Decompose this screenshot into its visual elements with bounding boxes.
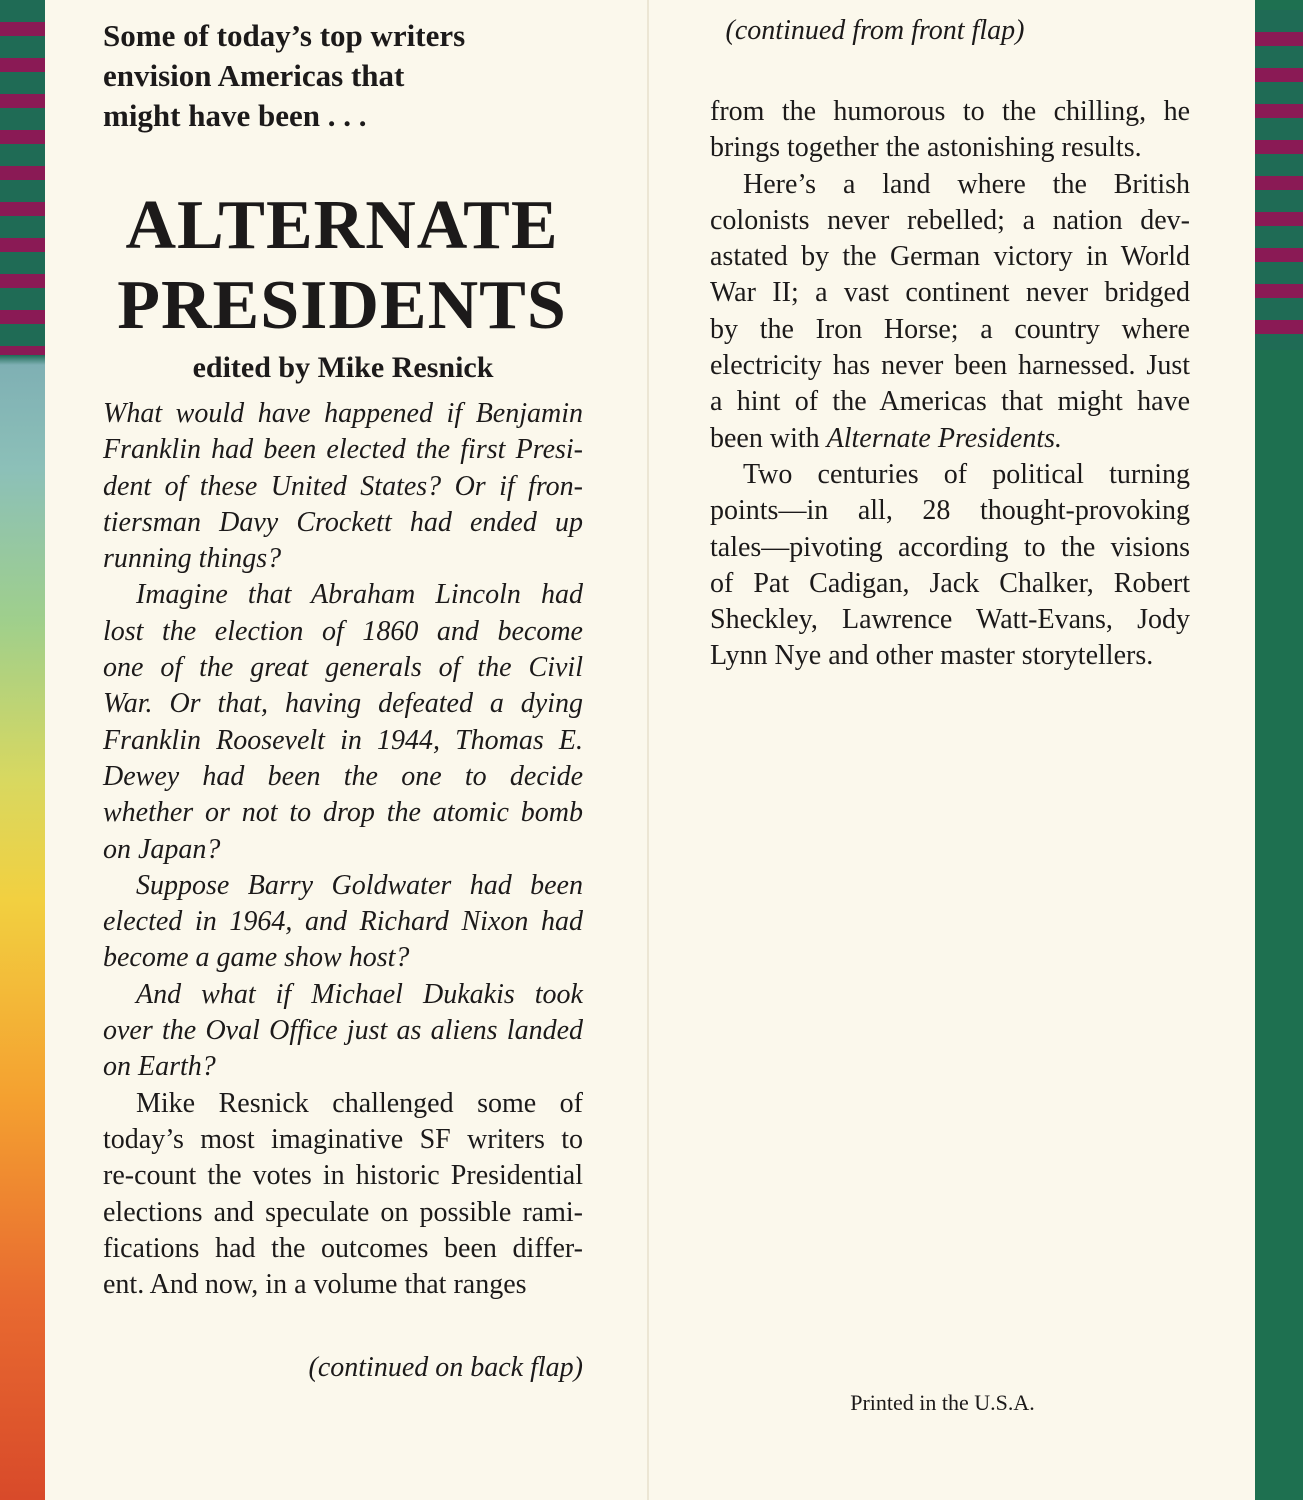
text-line: of Pat Cadigan, Jack Chalker, Robert (710, 567, 1190, 599)
text-line: tales—pivoting according to the visions (710, 531, 1190, 563)
text-line: Imagine that Abraham Lincoln had (136, 579, 583, 611)
continued-note: (continued from front flap) (725, 15, 1025, 46)
tagline-line: envision Americas that (103, 58, 405, 93)
text-line: running things? (103, 543, 282, 575)
text-line: lost the election of 1860 and become (103, 615, 583, 647)
tagline-line: Some of today’s top writers (103, 18, 466, 53)
text-line: Two centuries of political turning (743, 458, 1190, 490)
text-line: Lynn Nye and other master storytellers. (710, 640, 1154, 672)
text-line: colonists never rebelled; a nation dev- (710, 204, 1190, 236)
text-line: points—in all, 28 thought-provoking (710, 495, 1190, 527)
back-flap-body (710, 94, 1190, 675)
text-line: Sheckley, Lawrence Watt-Evans, Jody (710, 604, 1190, 636)
text-line: elections and speculate on possible rami- (103, 1196, 583, 1228)
spine-edge-left (0, 0, 45, 1500)
text-line: whether or not to drop the atomic bomb (103, 797, 583, 829)
text-line: from the humorous to the chilling, he (710, 96, 1190, 127)
title-line: PRESIDENTS (117, 267, 567, 344)
text-line: And what if Michael Dukakis took (136, 978, 583, 1010)
book-title (97, 186, 587, 346)
text-line: Franklin had been elected the first Presi- (103, 434, 583, 466)
text-line: Mike Resnick challenged some of (136, 1087, 583, 1119)
text-line: brings together the astonishing results. (710, 132, 1142, 164)
back-flap (710, 94, 1190, 675)
text-line: by the Iron Horse; a country where (710, 313, 1190, 345)
text-line: on Earth? (103, 1051, 216, 1083)
text-line: over the Oval Office just as aliens landed (103, 1015, 583, 1047)
front-flap (103, 16, 583, 1303)
text-line: ent. And now, in a volume that ranges (103, 1269, 527, 1301)
text-line: been with Alternate Presidents. (710, 422, 1063, 454)
text-line: a hint of the Americas that might have (710, 386, 1190, 418)
text-line: elected in 1964, and Richard Nixon had (103, 906, 583, 938)
intro-tagline (103, 16, 583, 136)
text-line: What would have happened if Benjamin (103, 398, 583, 429)
text-line: Dewey had been the one to decide (103, 760, 583, 792)
title-line: ALTERNATE (125, 187, 559, 264)
spine-edge-right (1255, 0, 1303, 1500)
flap-fold (647, 0, 649, 1500)
text-line: War II; a vast continent never bridged (710, 277, 1190, 309)
tagline-line: might have been . . . (103, 98, 367, 133)
stripe-pattern (1255, 10, 1303, 350)
text-line: on Japan? (103, 833, 221, 865)
text-line: Here’s a land where the British (743, 168, 1190, 200)
text-line: re-count the votes in historic Presidential (103, 1160, 583, 1192)
text-line: one of the great generals of the Civil (103, 652, 583, 684)
text-line: today’s most imaginative SF writers to (103, 1123, 583, 1155)
continued-note: (continued on back flap) (308, 1352, 583, 1383)
text-line: Franklin Roosevelt in 1944, Thomas E. (103, 724, 583, 756)
text-line: fications had the outcomes been differ- (103, 1232, 583, 1264)
text-line: tiersman Davy Crockett had ended up (103, 506, 583, 538)
printed-note: Printed in the U.S.A. (850, 1390, 1035, 1415)
front-flap-body (103, 396, 583, 1303)
text-line: dent of these United States? Or if fron- (103, 470, 583, 502)
text-line: Suppose Barry Goldwater had been (136, 869, 583, 901)
text-line: become a game show host? (103, 942, 410, 974)
editor-credit: edited by Mike Resnick (192, 351, 494, 384)
text-line: War. Or that, having defeated a dying (103, 688, 583, 720)
text-line: electricity has never been harnessed. Just (710, 350, 1190, 382)
stripe-pattern (0, 0, 45, 355)
text-line: astated by the German victory in World (710, 241, 1190, 273)
